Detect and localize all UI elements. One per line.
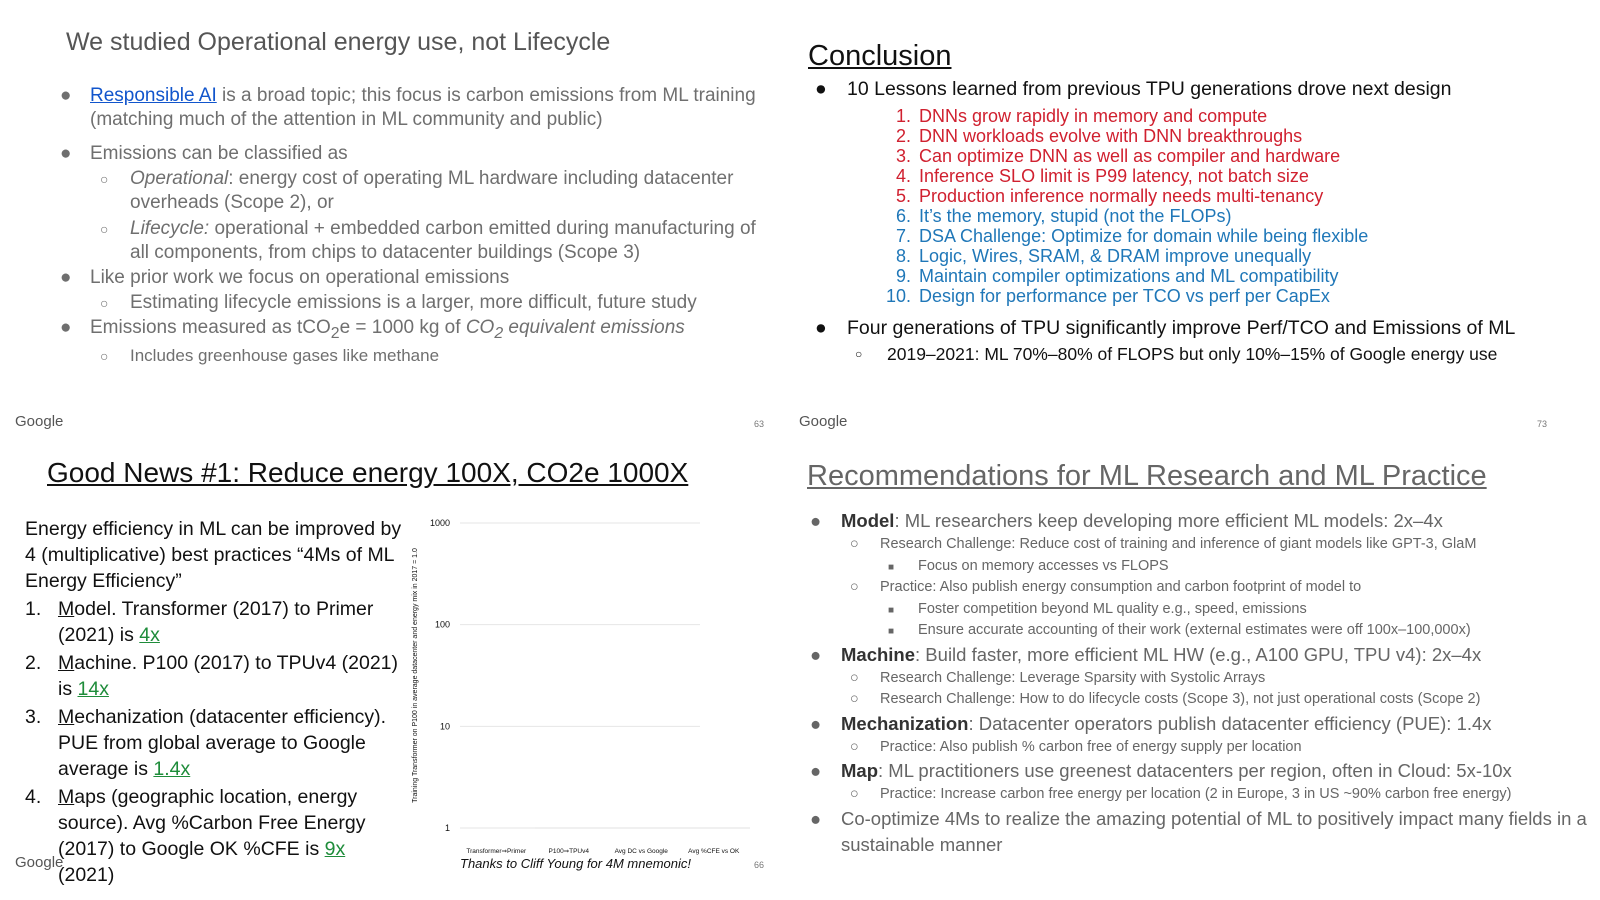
bullet-list <box>810 508 1590 858</box>
lesson-text: Inference SLO limit is P99 latency, not batch size <box>919 166 1309 186</box>
list-item <box>60 142 780 166</box>
practices-text <box>25 516 405 888</box>
hollow-bullet-icon: ○ <box>850 691 859 707</box>
practice-initial: M <box>58 786 75 808</box>
slide-title: We studied Operational energy use, not Lifecycle <box>66 28 611 56</box>
bullet-icon: ● <box>60 85 72 106</box>
square-bullet-icon: ■ <box>888 604 895 616</box>
list-item <box>850 689 1590 711</box>
slide-good-news <box>0 448 790 900</box>
practice-initial: M <box>58 598 75 620</box>
list-item-text: Includes greenhouse gases like methane <box>130 345 440 365</box>
x-tick-label: P100⇒TPUv4 <box>548 848 589 855</box>
bullet-icon: ● <box>810 807 822 829</box>
lesson-text: DSA Challenge: Optimize for domain while being flexible <box>919 226 1369 246</box>
slide-recommendations <box>795 448 1600 900</box>
lesson-item <box>885 166 1595 186</box>
list-item-text: 10 Lessons learned from previous TPU generations drove next design <box>847 78 1452 100</box>
list-item <box>810 711 1590 737</box>
lesson-number: 4. <box>895 166 911 186</box>
hollow-bullet-icon: ○ <box>100 221 109 237</box>
list-item-label: Map <box>841 760 878 781</box>
x-tick-label: Avg %CFE vs OK <box>688 848 740 855</box>
practice-text: echanization (datacenter efficiency). PUE from global average to Google average is <box>58 706 387 780</box>
list-item <box>850 577 1590 599</box>
list-item-text: : Datacenter operators publish datacenter efficiency (PUE): 1.4x <box>968 712 1492 734</box>
page-number: 63 <box>754 419 765 429</box>
list-item-text: Emissions can be classified as <box>90 143 348 164</box>
list-item-text: : Build faster, more efficient ML HW (e.g., A100 GPU, TPU v4): 2x–4x <box>915 643 1482 665</box>
hollow-bullet-icon: ○ <box>100 347 109 364</box>
list-item-text: Estimating lifecycle emissions is a larger, more difficult, future study <box>130 292 697 313</box>
lesson-item <box>885 266 1595 286</box>
lesson-number: 10. <box>885 286 911 306</box>
subscript: 2 <box>330 324 340 342</box>
practice-initial: M <box>58 652 75 674</box>
list-item <box>855 341 1595 367</box>
practice-item <box>25 650 405 702</box>
list-item-text: : ML researchers keep developing more efficient ML models: 2x–4x <box>894 510 1443 531</box>
responsible-ai-link[interactable]: Responsible AI <box>90 85 217 106</box>
y-tick-label: 1 <box>444 823 450 833</box>
bullet-icon: ● <box>810 712 822 734</box>
y-tick-label: 10 <box>439 721 450 732</box>
list-item <box>810 508 1590 534</box>
lesson-text: Production inference normally needs multi-tenancy <box>919 186 1324 206</box>
bullet-list <box>815 76 1595 367</box>
list-item-label: Model <box>841 510 895 531</box>
list-item-text: e = 1000 kg of <box>339 317 466 338</box>
lesson-text: DNNs grow rapidly in memory and compute <box>919 106 1268 126</box>
practice-item <box>25 704 405 782</box>
lessons-list <box>885 106 1595 306</box>
bullet-icon: ● <box>810 643 822 665</box>
lesson-number: 7. <box>895 226 911 246</box>
list-item-label: Machine <box>841 643 916 665</box>
list-item-text: Four generations of TPU significantly improve Perf/TCO and Emissions of ML <box>847 317 1516 339</box>
practice-initial: M <box>58 706 75 728</box>
lesson-number: 9. <box>895 266 911 286</box>
google-logo: Google <box>15 413 64 430</box>
bullet-icon: ● <box>810 510 822 531</box>
hollow-bullet-icon: ○ <box>850 669 859 686</box>
list-item-text: Practice: Increase carbon free energy per location (2 in Europe, 3 in US ~90% carbon free energy) <box>880 786 1512 802</box>
list-item <box>815 315 1595 341</box>
list-item-text: Research Challenge: Reduce cost of training and inference of giant models like GPT-3, GlaM <box>880 536 1477 552</box>
list-item <box>888 556 1590 578</box>
y-axis-label: Training Transformer on P100 in average datacenter and energy mix in 2017 = 1.0 <box>412 548 419 803</box>
intro-text: Energy efficiency in ML can be improved by 4 (multiplicative) best practices “4Ms of ML Energy Efficiency” <box>25 518 402 592</box>
page-number: 73 <box>1537 419 1548 429</box>
list-item-text: Emissions measured as tCO <box>90 317 331 338</box>
slide-title: Conclusion <box>808 40 952 72</box>
list-item <box>850 668 1590 690</box>
list-item <box>850 737 1590 759</box>
list-item <box>100 291 780 315</box>
y-tick-label: 1000 <box>429 518 450 528</box>
list-item <box>100 167 780 215</box>
list-item-text: operational + embedded carbon emitted during manufacturing of all components, from chips to datacenter buildings (Scope 3) <box>130 218 756 263</box>
practice-number: 2. <box>25 652 42 674</box>
page-number: 66 <box>754 860 765 870</box>
list-item <box>888 620 1590 642</box>
hollow-bullet-icon: ○ <box>850 738 859 755</box>
list-item <box>888 599 1590 621</box>
list-item <box>850 534 1590 556</box>
list-item-text: Co-optimize 4Ms to realize the amazing potential of ML to positively impact many fields in a sustainable manner <box>841 807 1587 855</box>
list-item-text: Research Challenge: How to do lifecycle costs (Scope 3), not just operational costs (Scope 2) <box>880 691 1481 707</box>
list-item <box>60 316 780 346</box>
practice-number: 3. <box>25 706 42 728</box>
list-item-emphasis: Lifecycle: <box>130 218 210 239</box>
slide-conclusion <box>795 0 1600 445</box>
lesson-number: 6. <box>895 206 911 226</box>
bullet-icon: ● <box>60 143 72 164</box>
bullet-icon: ● <box>60 317 72 338</box>
y-tick-label: 100 <box>434 619 450 630</box>
google-logo: Google <box>799 413 848 430</box>
google-logo: Google <box>15 854 64 871</box>
list-item-text: Ensure accurate accounting of their work (external estimates were off 100x–100,000x) <box>918 622 1471 638</box>
lesson-item <box>885 106 1595 126</box>
bullet-icon: ● <box>60 267 72 288</box>
lesson-number: 1. <box>895 106 911 126</box>
square-bullet-icon: ■ <box>888 626 895 637</box>
list-item-text: : ML practitioners use greenest datacenters per region, often in Cloud: 5x-10x <box>878 760 1512 781</box>
list-item-text: Focus on memory accesses vs FLOPS <box>918 557 1169 574</box>
practice-item <box>25 784 405 888</box>
list-item-text: Foster competition beyond ML quality e.g., speed, emissions <box>918 600 1307 617</box>
practice-factor[interactable]: 1.4x <box>153 758 191 780</box>
practice-factor[interactable]: 9x <box>324 838 346 860</box>
practice-text: odel. Transformer (2017) to Primer (2021) is <box>58 598 374 646</box>
hollow-bullet-icon: ○ <box>100 295 109 311</box>
lesson-number: 3. <box>895 146 911 166</box>
lesson-text: DNN workloads evolve with DNN breakthroughs <box>919 126 1303 146</box>
chart-credit: Thanks to Cliff Young for 4M mnemonic! <box>460 856 691 871</box>
list-item-emphasis: equivalent emissions <box>503 317 685 338</box>
list-item <box>60 84 780 132</box>
list-item <box>850 784 1590 806</box>
list-item-emphasis: CO <box>465 317 495 338</box>
list-item-emphasis: Operational <box>130 168 229 189</box>
lesson-text: Design for performance per TCO vs perf per CapEx <box>919 286 1330 306</box>
lesson-text: It’s the memory, stupid (not the FLOPs) <box>919 206 1232 226</box>
list-item <box>810 806 1590 858</box>
lesson-text: Logic, Wires, SRAM, & DRAM improve unequally <box>919 246 1312 266</box>
lesson-text: Can optimize DNN as well as compiler and hardware <box>919 146 1341 166</box>
practice-item <box>25 596 405 648</box>
list-item <box>100 344 780 368</box>
lesson-item <box>885 246 1595 266</box>
hollow-bullet-icon: ○ <box>850 786 859 802</box>
practice-number: 1. <box>25 598 42 620</box>
practice-factor[interactable]: 14x <box>77 678 109 700</box>
chart-svg <box>405 508 765 858</box>
x-tick-label: Transformer⇒Primer <box>466 848 527 855</box>
subscript: 2 <box>494 324 504 342</box>
lesson-item <box>885 186 1595 206</box>
list-item-text: 2019–2021: ML 70%–80% of FLOPS but only 10%–15% of Google energy use <box>887 344 1498 364</box>
lesson-item <box>885 146 1595 166</box>
practice-factor[interactable]: 4x <box>139 624 160 646</box>
practices-list <box>25 596 405 888</box>
list-item-text: : energy cost of operating ML hardware including datacenter overheads (Scope 2), or <box>130 168 734 213</box>
list-item-text: Research Challenge: Leverage Sparsity with Systolic Arrays <box>880 669 1266 686</box>
list-item-text: Practice: Also publish energy consumption and carbon footprint of model to <box>880 579 1362 595</box>
bullet-list <box>60 84 780 368</box>
lesson-number: 5. <box>895 186 911 206</box>
lesson-number: 8. <box>895 246 911 266</box>
practice-number: 4. <box>25 786 42 808</box>
slide-operational-energy <box>0 0 790 445</box>
reduction-chart <box>405 508 765 878</box>
list-item-text: is a broad topic; this focus is carbon emissions from ML training (matching much of the attention in ML community and public) <box>90 85 756 130</box>
hollow-bullet-icon: ○ <box>850 579 859 595</box>
lesson-item <box>885 286 1595 306</box>
list-item <box>815 76 1595 102</box>
lesson-text: Maintain compiler optimizations and ML compatibility <box>919 266 1339 286</box>
list-item <box>100 217 780 265</box>
bullet-icon: ● <box>815 78 827 100</box>
x-tick-label: Avg DC vs Google <box>614 848 668 855</box>
bullet-icon: ● <box>815 317 827 339</box>
lesson-item <box>885 206 1595 226</box>
list-item-text: Like prior work we focus on operational emissions <box>90 267 510 288</box>
hollow-bullet-icon: ○ <box>855 347 863 361</box>
hollow-bullet-icon: ○ <box>850 536 859 552</box>
list-item-label: Mechanization <box>841 712 969 734</box>
list-item <box>810 758 1590 784</box>
practice-text: achine. P100 (2017) to TPUv4 (2021) is <box>58 652 398 700</box>
list-item-text: Practice: Also publish % carbon free of energy supply per location <box>880 738 1302 755</box>
hollow-bullet-icon: ○ <box>100 171 109 187</box>
slide-title: Good News #1: Reduce energy 100X, CO2e 1000X <box>47 457 689 488</box>
square-bullet-icon: ■ <box>888 561 895 573</box>
list-item <box>60 266 780 290</box>
list-item <box>810 642 1590 668</box>
lesson-number: 2. <box>895 126 911 146</box>
lesson-item <box>885 126 1595 146</box>
bullet-icon: ● <box>810 760 822 781</box>
lesson-item <box>885 226 1595 246</box>
practice-text: aps (geographic location, energy source). Avg %Carbon Free Energy (2017) to Google OK %CFE is <box>58 786 366 860</box>
slide-title: Recommendations for ML Research and ML Practice <box>807 460 1487 492</box>
practice-text-suffix: (2021) <box>58 864 115 886</box>
